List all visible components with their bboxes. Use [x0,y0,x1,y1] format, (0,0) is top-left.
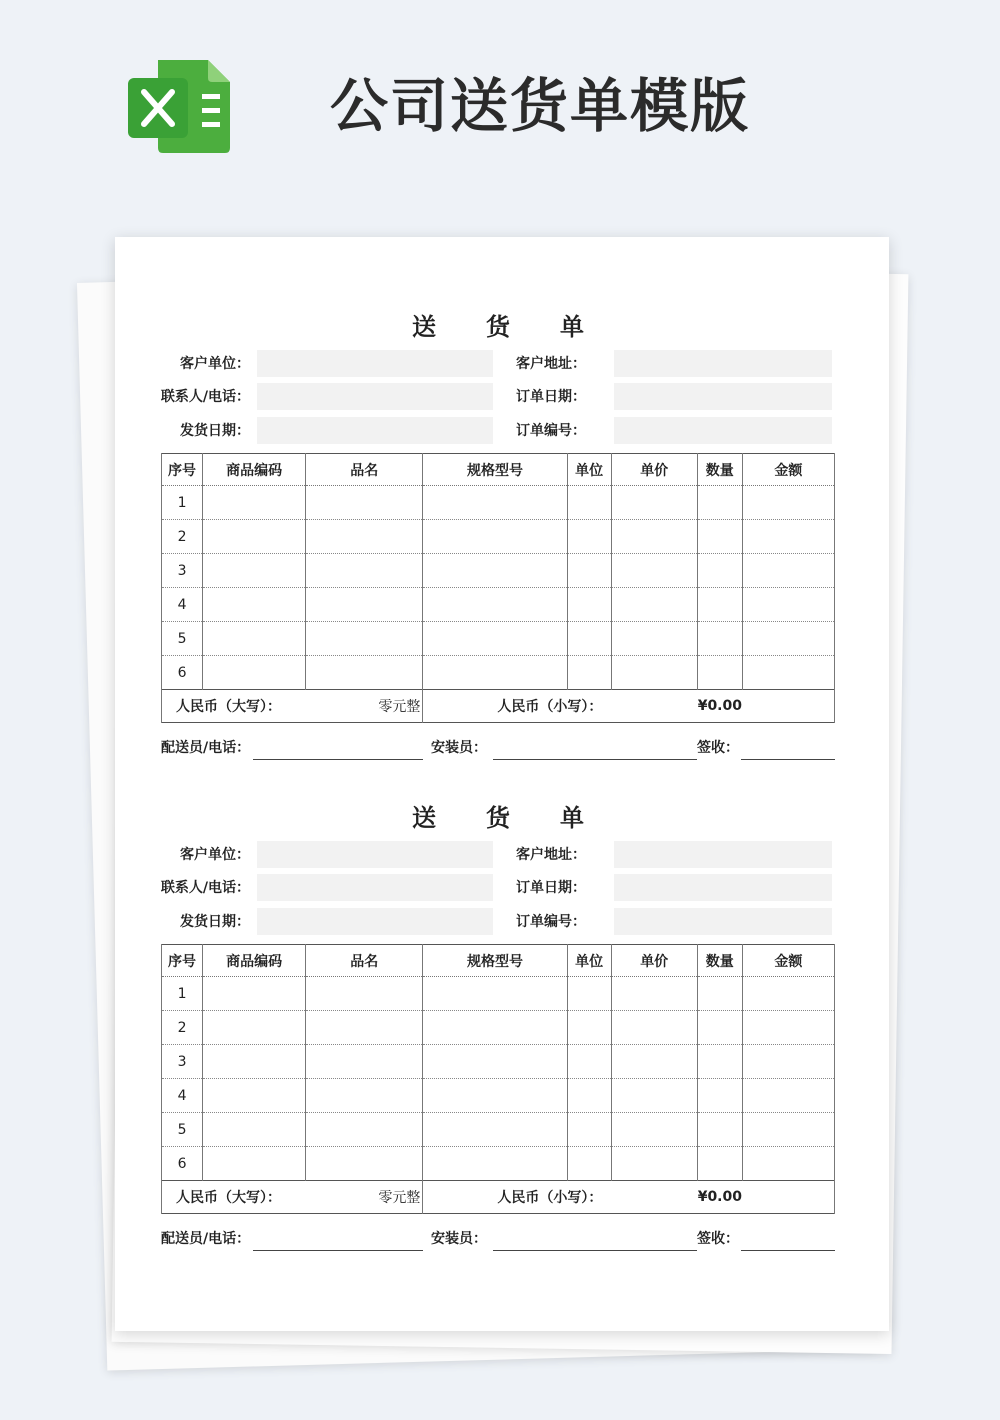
document-page [115,237,889,1331]
cell[interactable] [697,520,742,554]
cell[interactable] [423,1011,567,1045]
ship-date-label: 发货日期： [180,914,250,930]
row-number: 3 [162,1045,203,1079]
cell[interactable] [423,1147,567,1181]
row-number: 2 [162,1011,203,1045]
customer-unit-label: 客户单位： [180,356,250,372]
cell[interactable] [697,588,742,622]
cell[interactable] [203,656,306,690]
cell[interactable] [611,1113,697,1147]
cell[interactable] [203,977,306,1011]
sign-label: 签收： [697,740,739,756]
rmb-upper-label: 人民币（大写）： [162,690,306,723]
cell[interactable] [611,588,697,622]
column-header: 品名 [306,945,423,977]
cell[interactable] [203,622,306,656]
column-header: 品名 [306,454,423,486]
cell[interactable] [423,554,567,588]
slip-title [161,798,837,833]
cell[interactable] [611,520,697,554]
cell[interactable] [306,622,423,656]
row-number: 6 [162,1147,203,1181]
cell[interactable] [203,554,306,588]
cell[interactable] [742,977,834,1011]
column-header: 单价 [611,945,697,977]
cell[interactable] [611,554,697,588]
table-row [162,1113,835,1147]
row-number: 5 [162,1113,203,1147]
column-header: 数量 [697,945,742,977]
contact-label: 联系人/电话： [160,880,250,896]
cell[interactable] [611,486,697,520]
cell[interactable] [742,486,834,520]
row-number: 1 [162,977,203,1011]
cell[interactable] [742,656,834,690]
row-number: 2 [162,520,203,554]
slip-title-char: 单 [560,313,586,341]
header [0,0,1000,200]
cell[interactable] [203,1147,306,1181]
contact-field[interactable] [257,874,493,901]
cell[interactable] [697,1079,742,1113]
customer-unit-label: 客户单位： [180,847,250,863]
cell[interactable] [203,1079,306,1113]
items-table [161,453,835,723]
cell[interactable] [567,1113,611,1147]
cell[interactable] [567,1011,611,1045]
cell[interactable] [306,486,423,520]
cell[interactable] [742,520,834,554]
cell[interactable] [742,622,834,656]
table-row [162,486,835,520]
column-header: 序号 [162,945,203,977]
cell[interactable] [567,520,611,554]
cell[interactable] [611,1079,697,1113]
courier-line[interactable] [253,1250,423,1251]
column-header: 单位 [567,945,611,977]
cell[interactable] [697,1045,742,1079]
cell[interactable] [203,1011,306,1045]
cell[interactable] [306,1113,423,1147]
column-header: 序号 [162,454,203,486]
cell[interactable] [611,1147,697,1181]
cell[interactable] [203,588,306,622]
slip-title [161,307,837,342]
cell[interactable] [306,656,423,690]
cell[interactable] [742,1079,834,1113]
cell[interactable] [567,554,611,588]
cell[interactable] [567,588,611,622]
sign-line[interactable] [741,1250,835,1251]
delivery-slip [160,728,837,1247]
cell[interactable] [567,977,611,1011]
cell[interactable] [203,486,306,520]
contact-label: 联系人/电话： [160,389,250,405]
slip-title-char: 货 [486,804,512,832]
slip-title-char: 单 [560,804,586,832]
order-no-field[interactable] [614,417,832,444]
cell[interactable] [306,520,423,554]
rmb-lower-label: 人民币（小写）： [423,690,611,723]
table-header-row [162,454,835,486]
rmb-lower-value: ¥0.00 [611,1181,834,1214]
ship-date-field[interactable] [257,908,493,935]
table-row [162,656,835,690]
installer-line[interactable] [493,1250,697,1251]
cell[interactable] [306,1045,423,1079]
rmb-upper-value: 零元整 [306,1181,423,1214]
column-header: 商品编码 [203,945,306,977]
cell[interactable] [567,1079,611,1113]
cell[interactable] [203,1045,306,1079]
excel-icon [128,58,232,154]
cell[interactable] [567,622,611,656]
order-no-label: 订单编号： [516,423,586,439]
ship-date-label: 发货日期： [180,423,250,439]
cell[interactable] [611,977,697,1011]
column-header: 数量 [697,454,742,486]
row-number: 3 [162,554,203,588]
delivery-slip [160,237,837,756]
cell[interactable] [423,1113,567,1147]
courier-label: 配送员/电话： [161,1231,251,1247]
cell[interactable] [423,486,567,520]
table-row [162,554,835,588]
column-header: 单价 [611,454,697,486]
cell[interactable] [567,1045,611,1079]
cell[interactable] [697,977,742,1011]
cell[interactable] [567,656,611,690]
page-title: 公司送货单模版 [330,72,751,140]
cell[interactable] [306,1147,423,1181]
courier-label: 配送员/电话： [161,740,251,756]
cell[interactable] [697,656,742,690]
order-date-label: 订单日期： [516,880,586,896]
customer-address-field[interactable] [614,841,832,868]
table-row [162,1147,835,1181]
table-row [162,1045,835,1079]
cell[interactable] [697,622,742,656]
cell[interactable] [423,656,567,690]
cell[interactable] [697,1011,742,1045]
customer-address-label: 客户地址： [516,847,586,863]
cell[interactable] [306,977,423,1011]
cell[interactable] [306,554,423,588]
rmb-lower-label: 人民币（小写）： [423,1181,611,1214]
table-row [162,1011,835,1045]
cell[interactable] [306,1079,423,1113]
cell[interactable] [697,1147,742,1181]
cell[interactable] [423,1079,567,1113]
order-date-field[interactable] [614,383,832,410]
column-header: 金额 [742,945,834,977]
contact-field[interactable] [257,383,493,410]
cell[interactable] [611,622,697,656]
table-row [162,1079,835,1113]
cell[interactable] [742,1011,834,1045]
row-number: 4 [162,1079,203,1113]
order-date-label: 订单日期： [516,389,586,405]
slip-title-char: 送 [412,313,438,341]
cell[interactable] [611,656,697,690]
table-row [162,520,835,554]
cell[interactable] [306,588,423,622]
column-header: 规格型号 [423,945,567,977]
column-header: 规格型号 [423,454,567,486]
customer-unit-field[interactable] [257,841,493,868]
customer-address-label: 客户地址： [516,356,586,372]
cell[interactable] [697,486,742,520]
cell[interactable] [423,1045,567,1079]
order-no-field[interactable] [614,908,832,935]
order-no-label: 订单编号： [516,914,586,930]
row-number: 4 [162,588,203,622]
cell[interactable] [203,1113,306,1147]
cell[interactable] [306,1011,423,1045]
column-header: 单位 [567,454,611,486]
cell[interactable] [742,1113,834,1147]
cell[interactable] [567,486,611,520]
ship-date-field[interactable] [257,417,493,444]
cell[interactable] [423,622,567,656]
table-row [162,622,835,656]
signature-row [161,1224,837,1254]
items-table [161,944,835,1214]
order-date-field[interactable] [614,874,832,901]
rmb-upper-value: 零元整 [306,690,423,723]
cell[interactable] [611,1045,697,1079]
cell[interactable] [423,977,567,1011]
cell[interactable] [742,1045,834,1079]
row-number: 5 [162,622,203,656]
cell[interactable] [742,554,834,588]
customer-address-field[interactable] [614,350,832,377]
customer-unit-field[interactable] [257,350,493,377]
table-header-row [162,945,835,977]
cell[interactable] [423,520,567,554]
cell[interactable] [697,554,742,588]
rmb-upper-label: 人民币（大写）： [162,1181,306,1214]
slip-title-char: 送 [412,804,438,832]
installer-label: 安装员： [431,740,487,756]
cell[interactable] [567,1147,611,1181]
slip-title-char: 货 [486,313,512,341]
row-number: 1 [162,486,203,520]
table-row [162,977,835,1011]
table-row [162,588,835,622]
column-header: 金额 [742,454,834,486]
total-row [162,1181,835,1214]
cell[interactable] [742,588,834,622]
cell[interactable] [423,588,567,622]
rmb-lower-value: ¥0.00 [611,690,834,723]
installer-label: 安装员： [431,1231,487,1247]
cell[interactable] [697,1113,742,1147]
cell[interactable] [611,1011,697,1045]
sign-label: 签收： [697,1231,739,1247]
total-row [162,690,835,723]
cell[interactable] [203,520,306,554]
column-header: 商品编码 [203,454,306,486]
cell[interactable] [742,1147,834,1181]
row-number: 6 [162,656,203,690]
